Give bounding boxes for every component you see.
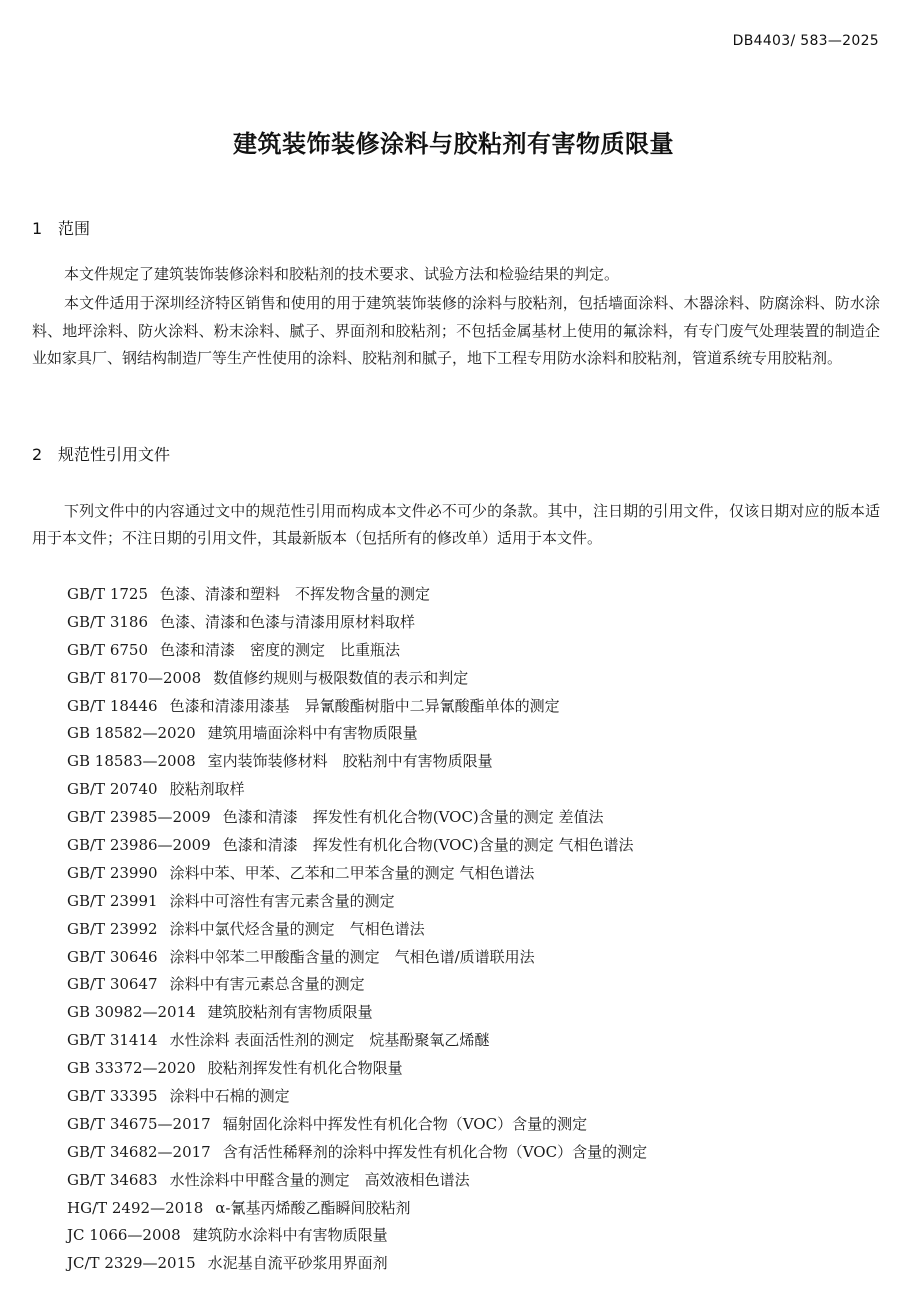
reference-code: GB/T 23986—2009 [67,836,211,855]
reference-title: 涂料中邻苯二甲酸酯含量的测定 气相色谱/质谱联用法 [169,947,535,966]
reference-item [67,999,647,1027]
reference-item [67,637,647,665]
document-code: DB4403/ 583—2025 [732,33,879,49]
section-number: 1 [32,219,43,238]
reference-title: 色漆和清漆 挥发性有机化合物(VOC)含量的测定 差值法 [222,808,604,827]
reference-code: GB 33372—2020 [67,1059,196,1078]
reference-item [67,609,647,637]
reference-title: 色漆和清漆 密度的测定 比重瓶法 [160,640,401,659]
reference-title: 色漆、清漆和塑料 不挥发物含量的测定 [160,585,431,603]
reference-code: GB/T 8170—2008 [67,668,202,687]
reference-item [67,888,647,916]
reference-item [67,1111,647,1139]
reference-title: 室内装饰装修材料 胶粘剂中有害物质限量 [207,752,493,771]
reference-item [67,971,647,999]
reference-code: HG/T 2492—2018 [67,1198,204,1217]
reference-title: 建筑用墙面涂料中有害物质限量 [207,724,418,743]
reference-list [67,581,647,1278]
reference-item [67,944,647,972]
reference-item [67,1083,647,1111]
reference-code: GB 30982—2014 [67,1003,196,1022]
reference-item [67,693,647,721]
scope-paragraph-1: 本文件规定了建筑装饰装修涂料和胶粘剂的技术要求、试验方法和检验结果的判定。 [64,265,620,283]
section-heading-normative-references [32,442,170,465]
reference-title: 建筑胶粘剂有害物质限量 [207,1003,373,1022]
reference-title: 水泥基自流平砂浆用界面剂 [207,1254,388,1273]
reference-title: 涂料中石棉的测定 [169,1087,290,1106]
reference-title: 胶粘剂挥发性有机化合物限量 [207,1059,403,1078]
reference-code: GB/T 23991 [67,891,158,910]
reference-item [67,860,647,888]
reference-code: GB/T 23985—2009 [67,808,211,827]
section-heading-scope [32,216,90,239]
reference-title: 涂料中氯代烃含量的测定 气相色谱法 [169,919,425,938]
reference-item [67,1027,647,1055]
reference-code: GB/T 30646 [67,947,158,966]
reference-item [67,581,647,609]
reference-code: JC/T 2329—2015 [67,1254,196,1273]
reference-code: GB/T 34683 [67,1170,158,1189]
reference-title: 含有活性稀释剂的涂料中挥发性有机化合物（VOC）含量的测定 [222,1142,648,1161]
reference-title: 数值修约规则与极限数值的表示和判定 [213,668,469,687]
reference-code: GB/T 34682—2017 [67,1142,211,1161]
reference-code: GB 18583—2008 [67,752,196,771]
reference-code: GB/T 18446 [67,696,158,715]
reference-code: GB/T 1725 [67,585,149,603]
document-title: 建筑装饰装修涂料与胶粘剂有害物质限量 [233,130,674,158]
section-number: 2 [32,445,43,464]
reference-title: 色漆和清漆 挥发性有机化合物(VOC)含量的测定 气相色谱法 [222,836,634,855]
reference-code: GB/T 20740 [67,780,158,799]
reference-item [67,776,647,804]
reference-code: GB/T 6750 [67,640,149,659]
reference-title: 色漆、清漆和色漆与清漆用原材料取样 [160,612,416,631]
reference-title: 涂料中可溶性有害元素含量的测定 [169,891,395,910]
reference-title: 辐射固化涂料中挥发性有机化合物（VOC）含量的测定 [222,1114,588,1133]
reference-title: α-氰基丙烯酸乙酯瞬间胶粘剂 [215,1198,411,1217]
reference-item [67,1195,647,1223]
reference-item [67,1222,647,1250]
section-title: 规范性引用文件 [58,445,171,464]
reference-code: GB/T 33395 [67,1087,158,1106]
reference-code: JC 1066—2008 [67,1226,181,1245]
reference-code: GB/T 31414 [67,1031,158,1050]
reference-item [67,1167,647,1195]
reference-code: GB/T 23992 [67,919,158,938]
reference-item [67,1250,647,1278]
reference-title: 水性涂料 表面活性剂的测定 烷基酚聚氧乙烯醚 [169,1031,490,1050]
reference-code: GB/T 34675—2017 [67,1114,211,1133]
reference-item [67,665,647,693]
reference-title: 建筑防水涂料中有害物质限量 [192,1226,388,1245]
reference-title: 涂料中苯、甲苯、乙苯和二甲苯含量的测定 气相色谱法 [169,863,535,882]
reference-item [67,748,647,776]
reference-item [67,832,647,860]
reference-item [67,1139,647,1167]
reference-title: 涂料中有害元素总含量的测定 [169,975,365,994]
reference-title: 色漆和清漆用漆基 异氰酸酯树脂中二异氰酸酯单体的测定 [169,696,560,715]
reference-item [67,804,647,832]
reference-title: 胶粘剂取样 [169,780,245,799]
reference-code: GB/T 23990 [67,863,158,882]
scope-paragraph-2: 本文件适用于深圳经济特区销售和使用的用于建筑装饰装修的涂料与胶粘剂，包括墙面涂料、木器涂料、防腐涂料、防水涂料、地坪涂料、防火涂料、粉末涂料、腻子、界面剂和胶粘剂；不包括金属基材上使用的氟涂料，有专门废气处理装置的制造企业如家具厂、钢结构制造厂等生产性使用的涂料、胶粘剂和腻子，地下工程专用防水涂料和胶粘剂，管道系统专用胶粘剂。 [32,294,880,367]
reference-item [67,1055,647,1083]
reference-code: GB 18582—2020 [67,724,196,743]
reference-code: GB/T 3186 [67,612,149,631]
reference-code: GB/T 30647 [67,975,158,994]
reference-item [67,720,647,748]
references-intro-paragraph: 下列文件中的内容通过文中的规范性引用而构成本文件必不可少的条款。其中，注日期的引用文件，仅该日期对应的版本适用于本文件；不注日期的引用文件，其最新版本（包括所有的修改单）适用于本文件。 [32,502,880,547]
reference-title: 水性涂料中甲醛含量的测定 高效液相色谱法 [169,1170,470,1189]
section-title: 范围 [58,219,91,238]
reference-item [67,916,647,944]
